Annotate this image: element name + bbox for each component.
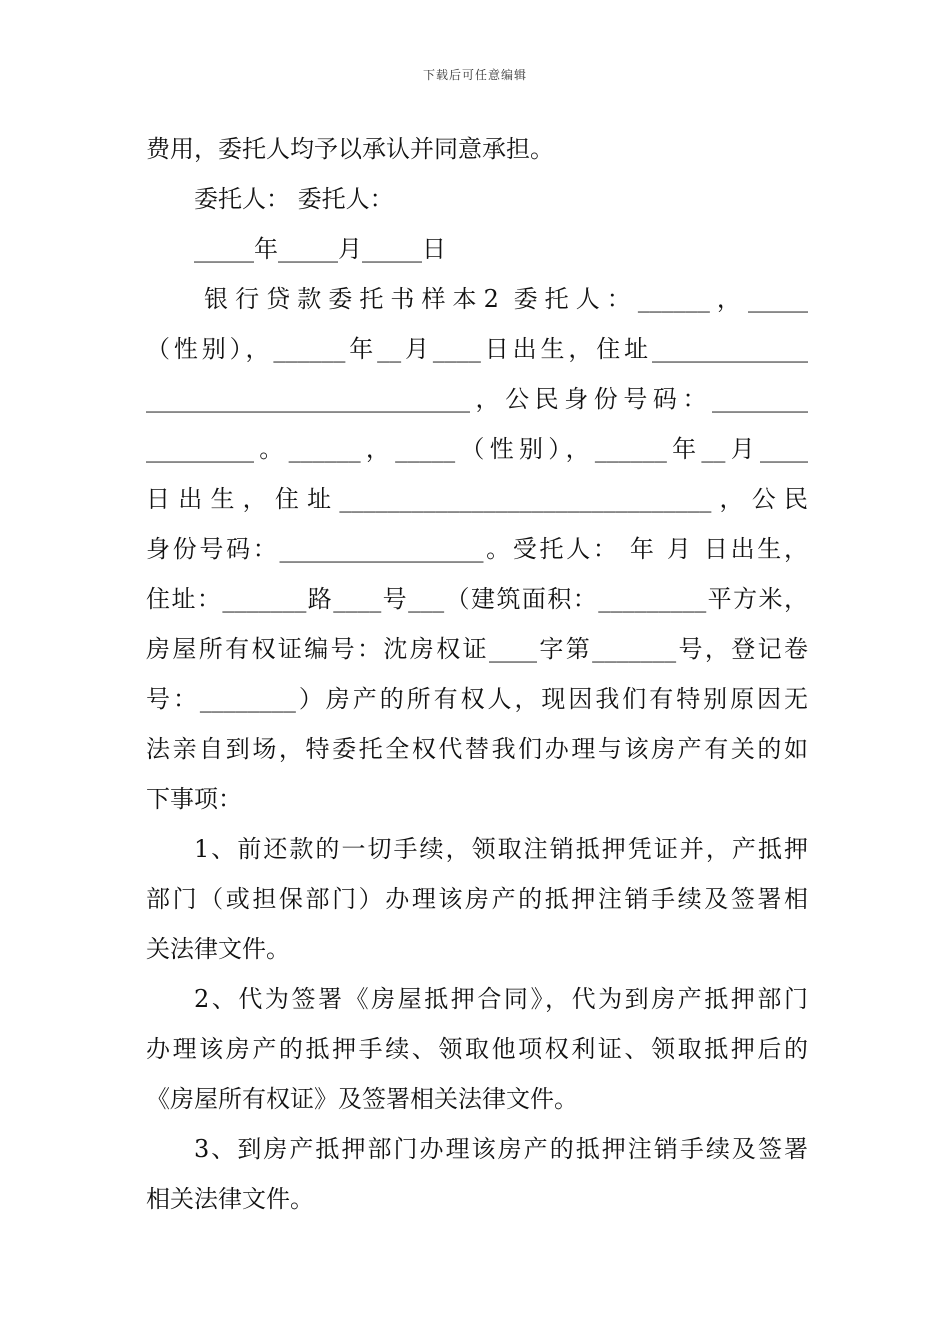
- text-line: 身份号码：_________________。受托人： 年 月 日出生，: [146, 535, 808, 563]
- text-line: 《房屋所有权证》及签署相关法律文件。: [146, 1085, 578, 1113]
- text-line: 房屋所有权证编号：沈房权证____字第_______号，登记卷: [146, 635, 808, 663]
- text-line: 2、代为签署《房屋抵押合同》，代为到房产抵押部门: [194, 985, 808, 1013]
- text-line: _____年_____月_____日: [194, 235, 446, 263]
- text-line: 委托人： 委托人：: [194, 185, 394, 213]
- text-line: 办理该房产的抵押手续、领取他项权利证、领取抵押后的: [146, 1035, 808, 1063]
- text-line: 部门（或担保部门）办理该房产的抵押注销手续及签署相: [146, 885, 808, 913]
- text-line: 关法律文件。: [146, 935, 290, 963]
- text-line: 日出生，住址_______________________________，公民: [146, 485, 808, 513]
- text-line: 银行贷款委托书样本2 委托人：______，_____: [204, 285, 808, 313]
- text-line: 3、到房产抵押部门办理该房产的抵押注销手续及签署: [194, 1135, 808, 1163]
- text-line: _________。______，_____（性别），______年__月____: [146, 435, 808, 463]
- text-line: 1、前还款的一切手续，领取注销抵押凭证并，产抵押: [194, 835, 808, 863]
- page-header: 下载后可任意编辑: [422, 68, 527, 82]
- text-line: 费用，委托人均予以承认并同意承担。: [146, 135, 554, 163]
- document-body: [146, 124, 808, 1224]
- text-line: 相关法律文件。: [146, 1185, 314, 1213]
- text-line: 号：________）房产的所有权人，现因我们有特别原因无: [146, 685, 808, 713]
- text-line: （性别），______年__月____日出生，住址_____________: [146, 335, 808, 363]
- text-line: 法亲自到场，特委托全权代替我们办理与该房产有关的如: [146, 735, 808, 763]
- text-line: 下事项：: [146, 785, 242, 813]
- text-line: 住址：_______路____号___（建筑面积：_________平方米，: [146, 585, 808, 613]
- text-line: ___________________________，公民身份号码：________: [146, 385, 808, 413]
